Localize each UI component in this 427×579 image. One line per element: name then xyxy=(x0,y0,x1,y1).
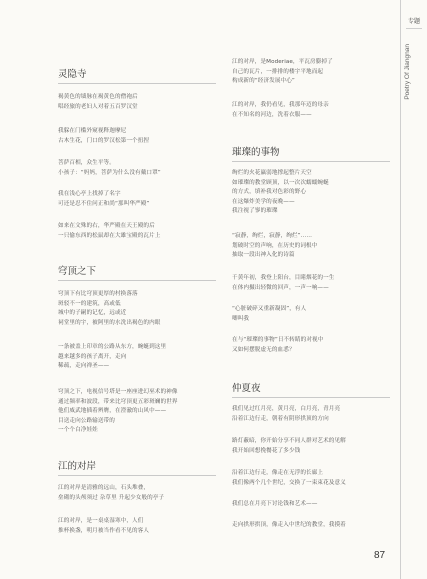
poem-line: 自己的瓦片，一排排的楼宇平地而起 xyxy=(232,68,324,75)
poem-line: 他们威武地插着辨膺，在澄澈的山风中—— xyxy=(58,408,167,415)
poem-line: 垒砌的头颅须过 杂草里 升起少女般的亭子 xyxy=(58,494,165,501)
title-divider xyxy=(58,280,216,281)
poem-line: 走向拱形拱顶，像走入中世纪的教堂，我摸着 xyxy=(232,522,346,528)
poem-line: 菩萨百相，众生平等。 xyxy=(58,160,115,166)
poem-line: 江的对岸，是一桌桌湿寒中，人们 xyxy=(58,518,144,524)
stanza xyxy=(58,159,218,178)
poem-line: 唧叫我 xyxy=(232,315,250,322)
poem-line: 唱经旅的老妇人对着五百罗汉堂 xyxy=(58,103,138,110)
poem-line: 抽取一段出神入化的诗篇 xyxy=(232,252,295,259)
poem-line: 我们总在月亮下讨论钱和艺术—— xyxy=(232,501,318,507)
stanza xyxy=(58,343,218,372)
stanza xyxy=(58,93,218,112)
poem-line: 在体内摄出轻微的回声，一声一响—— xyxy=(232,284,329,291)
section-author: Poetry Of Jiangnan xyxy=(404,44,411,100)
sidebar xyxy=(400,0,427,579)
poem-line: 如璀璨的教堂顾顶，以一次次蠕蠕蜿蜒 xyxy=(232,179,329,186)
poem-title: 仲夏夜 xyxy=(232,383,261,394)
stanza xyxy=(232,405,392,424)
stanza xyxy=(232,521,392,531)
stanza xyxy=(232,469,392,488)
poem-line: 我注视了寥的璀璨 xyxy=(232,208,278,215)
poem-line: 古木生花，门口的罗汉松第一个扭捏 xyxy=(58,137,150,144)
poem-line: 千黄年初，我登上阳台，目睹烟花的一生 xyxy=(232,275,335,281)
title-divider xyxy=(232,161,390,162)
poem-line: 江的对岸，是Moderiae，平瓦房膨掉了 xyxy=(232,59,333,65)
title-divider xyxy=(58,475,216,476)
title-divider xyxy=(58,83,216,84)
poem-line: 越来越多的孩子离开，走向 xyxy=(58,353,127,360)
page-number: 87 xyxy=(374,550,386,561)
poem-line: 小孩子：“妈妈，菩萨为什么没有戴口罩” xyxy=(58,169,161,176)
stanza xyxy=(232,101,392,120)
poem-title: 穹顶之下 xyxy=(58,266,97,277)
stanza xyxy=(58,517,218,536)
stanza xyxy=(232,500,392,510)
poem-title: 璀璨的事物 xyxy=(232,147,280,158)
poem-line: 通过频率和波段，带来比穹顶更五彩斑斓的世界 xyxy=(58,398,178,405)
stanza xyxy=(232,305,392,324)
poem-line: 一条被盖上印章的公路从东方，蜿蜒到这里 xyxy=(58,344,167,350)
stanza xyxy=(58,222,218,241)
poem-line: 在不知名的河边，洗着衣服—— xyxy=(232,111,312,118)
stanza xyxy=(58,388,218,436)
stanza xyxy=(58,127,218,146)
poem-line: 又如何摆脱虚无的血悉？ xyxy=(232,346,295,353)
stanza xyxy=(232,58,392,87)
poem-line: 推杯换盏，明月被当作看不见的客人 xyxy=(58,527,150,534)
poem-line: 划破时空的声响，在历史的词根中 xyxy=(232,242,318,249)
poem-line: 可还是忍不住问正和尚“那叫华严殿” xyxy=(58,200,150,207)
poem-line: 江的对岸，我仍看见，我那年迈的母亲 xyxy=(232,102,329,108)
title-divider xyxy=(232,397,390,398)
poem-line: 我躲在门槛外窥视释迦摩尼 xyxy=(58,128,127,134)
poem-title: 江的对岸 xyxy=(58,461,97,472)
poem-line: 构成新的“经济发展中心” xyxy=(232,78,295,85)
poem-line: 一只偷东西的松鼠却在大雄宝殿的瓦片上 xyxy=(58,232,161,239)
poem-line: 褐黄色的墙脉在褐黄色的僧袍后 xyxy=(58,94,138,100)
poem-line: 我们像两个几个世纪，交换了一束束花及意义 xyxy=(232,479,346,486)
poem-line: 稀疏，走向禅圣—— xyxy=(58,363,110,370)
poem-line: 祠堂里的宇，被阿里的水洗出褐色的内眼 xyxy=(58,319,161,326)
stanza xyxy=(232,232,392,261)
poem-line: 我在浅心亭上找掉了名字 xyxy=(58,191,121,197)
poem-line: 一个个白净娃娃 xyxy=(58,427,98,434)
stanza xyxy=(232,336,392,355)
poem-line: 沿着江边行走，像走在无浮的长廊上 xyxy=(232,470,324,476)
poem-line: 穹顶之下，电视信号塔是一座座进幻巫术的神像 xyxy=(58,389,178,395)
poem-line: 的方式，填补我对色彩的野心 xyxy=(232,189,307,196)
stanza xyxy=(232,274,392,293)
stanza xyxy=(58,190,218,209)
stanza xyxy=(58,484,218,503)
poem-line: 我开始回想挽餐花了多少钱 xyxy=(232,447,301,454)
poem-line: 穹顶下有比穹顶更厚的村换落落 xyxy=(58,291,138,297)
poem-title: 灵隐寺 xyxy=(58,69,87,80)
poem-line: 江的对岸是清雅的远山，石头堆叠， xyxy=(58,485,150,491)
poem-line: 斑驳不一的建筑，高或低 xyxy=(58,300,121,307)
poem-line: 路灯蔽暗，你开始分享不同人群对艺术的见解 xyxy=(232,438,346,444)
section-label: 专题 xyxy=(406,12,422,29)
poem-line: 如来在文殊的右，华严殿在天王殿的后 xyxy=(58,223,155,229)
poem-line: 在与“璀璨的事物”日不转睛的对视中 xyxy=(232,337,324,343)
poem-line: 在这爆炸美学的夜晚—— xyxy=(232,198,295,205)
stanza xyxy=(232,437,392,456)
poem-line: 目送走向公路输送带的 xyxy=(58,417,115,424)
poem-line: “心脏破碎又重新凝固”，有人 xyxy=(232,306,307,312)
poem-line: 我们见过红月亮，黄月亮，白月亮，青月亮 xyxy=(232,406,341,412)
poem-line: “寂静，绚烂，寂静，绚烂”…… xyxy=(232,233,313,239)
poem-line: 绚烂的火花赢弱地撑起整片天空 xyxy=(232,170,312,176)
stanza xyxy=(58,290,218,328)
poem-line: 城中的子嗣的记忆，远或近 xyxy=(58,310,127,317)
stanza xyxy=(232,169,392,217)
poem-line: 沿着江边行走，朝着有阴形拱顶的方向 xyxy=(232,415,329,422)
